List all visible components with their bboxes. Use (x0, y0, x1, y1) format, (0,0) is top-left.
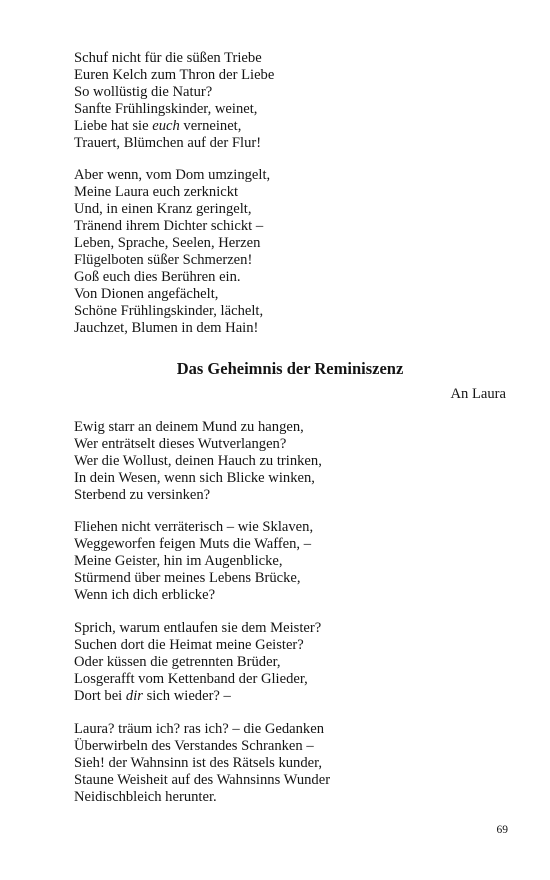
verse-line: Überwirbeln des Verstandes Schranken – (74, 738, 314, 754)
poem2-stanza-3 (74, 620, 514, 705)
poem2-stanza-1 (74, 419, 514, 504)
verse-line: Sieh! der Wahnsinn ist des Rätsels kunder, (74, 755, 323, 771)
verse-line: Wenn ich dich erblicke? (74, 587, 216, 603)
verse-line: Sterbend zu versinken? (74, 487, 211, 503)
verse-line: Von Dionen angefächelt, (74, 286, 219, 302)
verse-line: Fliehen nicht verräterisch – wie Sklaven, (74, 519, 314, 535)
verse-line: Leben, Sprache, Seelen, Herzen (74, 235, 261, 251)
verse-line: Oder küssen die getrennten Brüder, (74, 654, 281, 670)
verse-line: Flügelboten süßer Schmerzen! (74, 252, 253, 268)
poem1-stanza-2 (74, 167, 514, 337)
verse-line: Losgerafft vom Kettenband der Glieder, (74, 671, 308, 687)
poem2-stanza-4 (74, 721, 514, 806)
verse-line: Tränend ihrem Dichter schickt – (74, 218, 264, 234)
verse-line: Sanfte Frühlingskinder, weinet, (74, 101, 258, 117)
verse-line: Goß euch dies Berühren ein. (74, 269, 241, 285)
poem-dedication: An Laura (450, 386, 506, 402)
verse-segment: Dort bei (74, 688, 126, 704)
verse-line: Staune Weisheit auf des Wahnsinns Wunder (74, 772, 331, 788)
verse-line: Trauert, Blümchen auf der Flur! (74, 135, 262, 151)
verse-line: Suchen dort die Heimat meine Geister? (74, 637, 304, 653)
verse-line: Sprich, warum entlaufen sie dem Meister? (74, 620, 322, 636)
verse-segment: Liebe hat sie (74, 118, 153, 134)
verse-line: So wollüstig die Natur? (74, 84, 213, 100)
verse-emphasis: dir (125, 688, 143, 704)
verse-line: Jauchzet, Blumen in dem Hain! (74, 320, 259, 336)
verse-emphasis: euch (152, 118, 180, 134)
verse-line: Meine Geister, hin im Augenblicke, (74, 553, 283, 569)
verse-line: Schuf nicht für die süßen Triebe (74, 50, 262, 66)
verse-line: Meine Laura euch zerknickt (74, 184, 239, 200)
verse-line: Und, in einen Kranz geringelt, (74, 201, 252, 217)
verse-line (74, 118, 514, 135)
verse-line: Wer die Wollust, deinen Hauch zu trinken, (74, 453, 322, 469)
verse-line: Euren Kelch zum Thron der Liebe (74, 67, 275, 83)
poem1-stanza-1 (74, 50, 514, 152)
verse-line: Stürmend über meines Lebens Brücke, (74, 570, 301, 586)
verse-line: Wer enträtselt dieses Wutverlangen? (74, 436, 287, 452)
poem2-stanza-2 (74, 519, 514, 604)
verse-line: Weggeworfen feigen Muts die Waffen, – (74, 536, 312, 552)
verse-segment: verneinet, (179, 118, 242, 134)
verse-line: Schöne Frühlingskinder, lächelt, (74, 303, 264, 319)
verse-line: Neidischbleich herunter. (74, 789, 217, 805)
verse-line (74, 688, 514, 705)
verse-line: In dein Wesen, wenn sich Blicke winken, (74, 470, 315, 486)
verse-line: Ewig starr an deinem Mund zu hangen, (74, 419, 304, 435)
verse-line: Aber wenn, vom Dom umzingelt, (74, 167, 271, 183)
verse-line: Laura? träum ich? ras ich? – die Gedanken (74, 721, 324, 737)
verse-segment: sich wieder? – (142, 688, 231, 704)
poem-title: Das Geheimnis der Reminiszenz (176, 359, 404, 378)
page-number: 69 (496, 824, 508, 836)
